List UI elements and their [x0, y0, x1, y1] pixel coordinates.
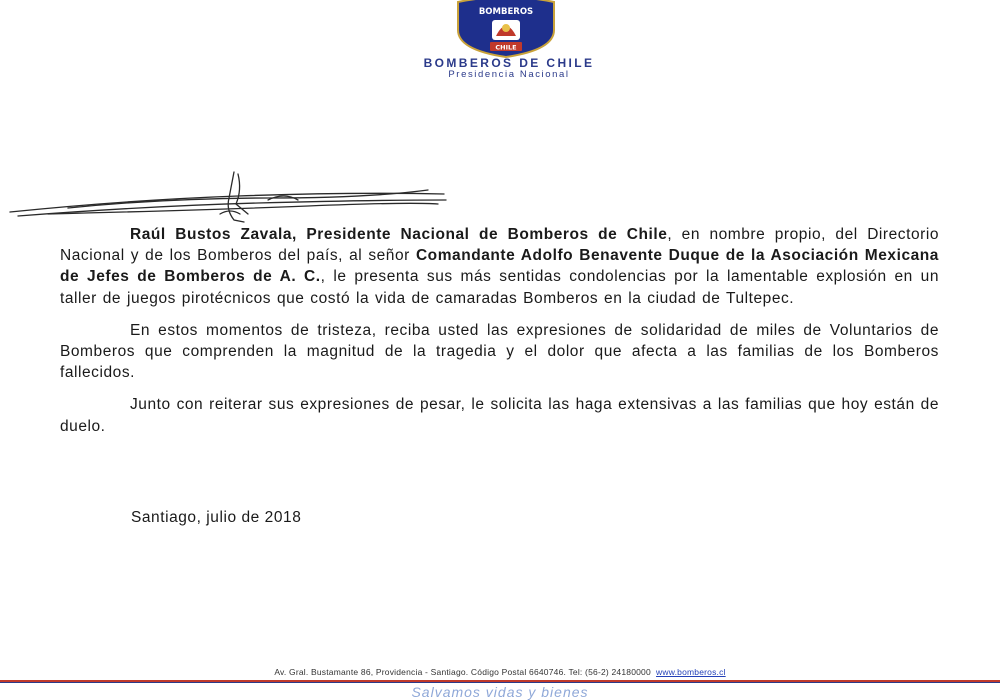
letter-date: Santiago, julio de 2018	[131, 509, 302, 526]
footer-address	[0, 667, 1000, 677]
org-subtitle: Presidencia Nacional	[448, 69, 570, 80]
p1-text-b: , le presenta sus más sentidas condolencias por la lamentable explosión en un taller de juegos pirotécnicos que costó la vida de camaradas Bomberos en la ciudad de Tultepec.	[60, 268, 939, 307]
logo-text-top: BOMBEROS	[478, 7, 534, 17]
p1-text-a: , en nombre propio, del Directorio Nacional y de los Bomberos del país, al señor	[60, 226, 940, 265]
website-link[interactable]: www.bomberos.cl	[656, 667, 726, 677]
sender-name: Raúl Bustos Zavala, Presidente Nacional de Bomberos de Chile	[130, 226, 668, 243]
recipient-name: Comandante Adolfo Benavente Duque de la Asociación Mexicana de Jefes de Bomberos de A. C.	[60, 247, 939, 286]
paragraph-3: Junto con reiterar sus expresiones de pesar, le solicita las haga extensivas a las familias que hoy están de duelo.	[60, 396, 939, 435]
footer-motto: Salvamos vidas y bienes	[411, 684, 589, 700]
letter-body	[60, 224, 939, 448]
handwritten-signature	[8, 170, 448, 226]
paragraph-2: En estos momentos de tristeza, reciba usted las expresiones de solidaridad de miles de Voluntarios de Bomberos que comprenden la magnitud de la tragedia y el dolor que afecta a las familias de los Bomberos fallecidos.	[60, 321, 939, 382]
address-text: Av. Gral. Bustamante 86, Providencia - Santiago. Código Postal 6640746. Tel: (56-2) 24180000	[274, 667, 651, 677]
logo-text-bottom: CHILE	[495, 43, 517, 52]
bomberos-chile-logo	[452, 0, 560, 58]
paragraph-1	[60, 224, 939, 309]
footer-divider-blue	[0, 682, 1000, 683]
org-name: BOMBEROS DE CHILE	[423, 56, 595, 70]
